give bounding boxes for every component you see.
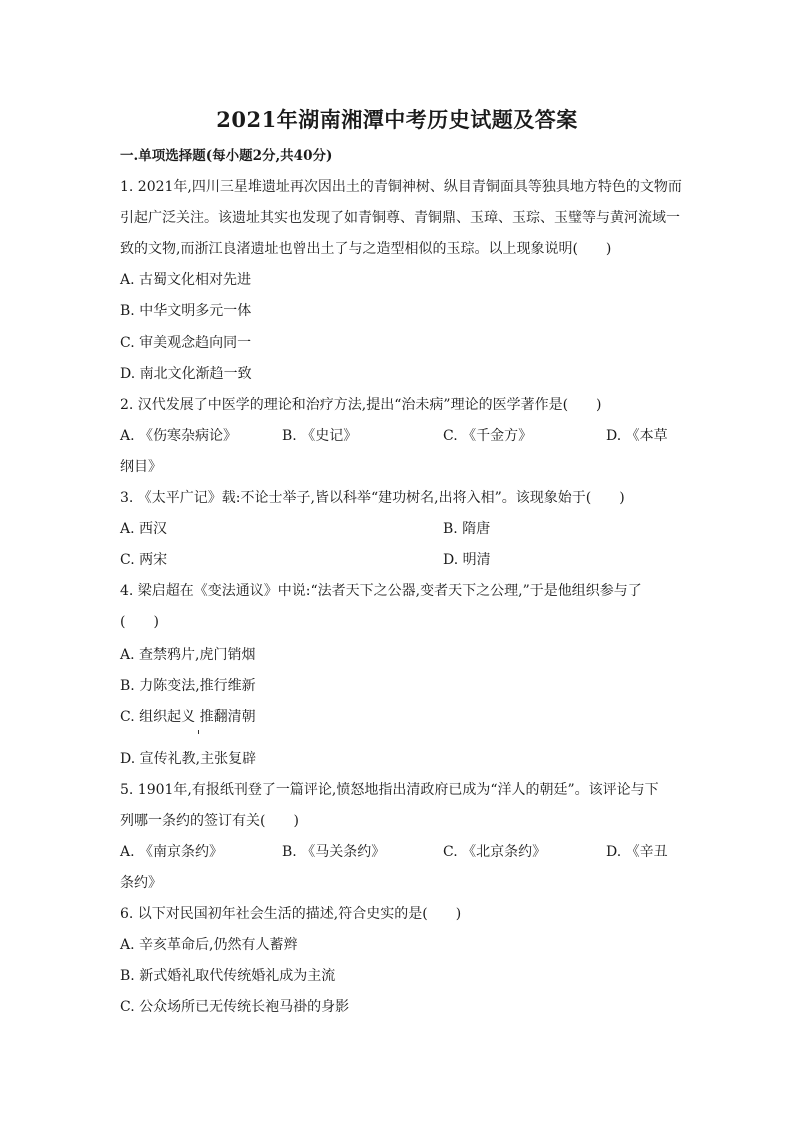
q2-option-c: C. 《千金方》 <box>443 428 533 444</box>
stray-mark <box>198 730 199 734</box>
q1-option-a: A. 古蜀文化相对先进 <box>120 272 252 288</box>
q6-stem: 6. 以下对民国初年社会生活的描述,符合史实的是( ) <box>120 906 462 922</box>
q2-option-d-continuation: 纲目》 <box>120 459 162 475</box>
q2-stem: 2. 汉代发展了中医学的理论和治疗方法,提出“治未病”理论的医学著作是( ) <box>120 397 602 413</box>
q5-option-c: C. 《北京条约》 <box>443 844 547 860</box>
q2-option-b: B. 《史记》 <box>282 428 358 444</box>
page-title: 2021年湖南湘潭中考历史试题及答案 <box>216 107 578 132</box>
q6-option-c: C. 公众场所已无传统长袍马褂的身影 <box>120 999 350 1015</box>
q3-option-c: C. 两宋 <box>120 552 168 568</box>
section-header: 一.单项选择题(每小题2分,共40分) <box>120 148 333 164</box>
q6-option-a: A. 辛亥革命后,仍然有人蓄辫 <box>120 937 298 953</box>
q4-option-c: C. 组织起义 推翻清朝 <box>120 709 256 725</box>
q4-option-b: B. 力陈变法,推行维新 <box>120 678 256 694</box>
q4-option-d: D. 宣传礼教,主张复辟 <box>120 751 257 767</box>
q5-option-d: D. 《辛丑 <box>606 844 668 860</box>
q1-option-b: B. 中华文明多元一体 <box>120 303 252 319</box>
q3-option-b: B. 隋唐 <box>443 521 491 537</box>
q1-stem-line-2: 引起广泛关注。该遗址其实也发现了如青铜尊、青铜鼎、玉璋、玉琮、玉璧等与黄河流域一 <box>120 210 680 226</box>
q4-option-a: A. 查禁鸦片,虎门销烟 <box>120 647 256 663</box>
q3-option-a: A. 西汉 <box>120 521 168 537</box>
q5-option-d-continuation: 条约》 <box>120 875 162 891</box>
q2-option-d: D. 《本草 <box>606 428 668 444</box>
q1-option-d: D. 南北文化渐趋一致 <box>120 366 252 382</box>
q5-option-b: B. 《马关条约》 <box>282 844 386 860</box>
q1-option-c: C. 审美观念趋向同一 <box>120 335 252 351</box>
q5-stem-line-1: 5. 1901年,有报纸刊登了一篇评论,愤怒地指出清政府已成为“洋人的朝廷”。该评论与下 <box>120 782 659 798</box>
q2-option-a: A. 《伤寒杂病论》 <box>120 428 238 444</box>
q6-option-b: B. 新式婚礼取代传统婚礼成为主流 <box>120 968 336 984</box>
q3-stem: 3. 《太平广记》载:不论士举子,皆以科举“建功树名,出将入相”。该现象始于( ) <box>120 490 625 506</box>
q4-stem: 4. 梁启超在《变法通议》中说:“法者天下之公器,变者天下之公理,”于是他组织参与了 <box>120 583 642 599</box>
q4-answer-paren: ( ) <box>120 614 159 630</box>
q3-option-d: D. 明清 <box>443 552 491 568</box>
q5-stem-line-2: 列哪一条约的签订有关( ) <box>120 813 299 829</box>
q5-option-a: A. 《南京条约》 <box>120 844 224 860</box>
q1-stem-line-3: 致的文物,而浙江良渚遗址也曾出土了与之造型相似的玉琮。以上现象说明( ) <box>120 241 612 257</box>
q1-stem-line-1: 1. 2021年,四川三星堆遗址再次因出土的青铜神树、纵目青铜面具等独具地方特色的文物而 <box>120 179 682 195</box>
